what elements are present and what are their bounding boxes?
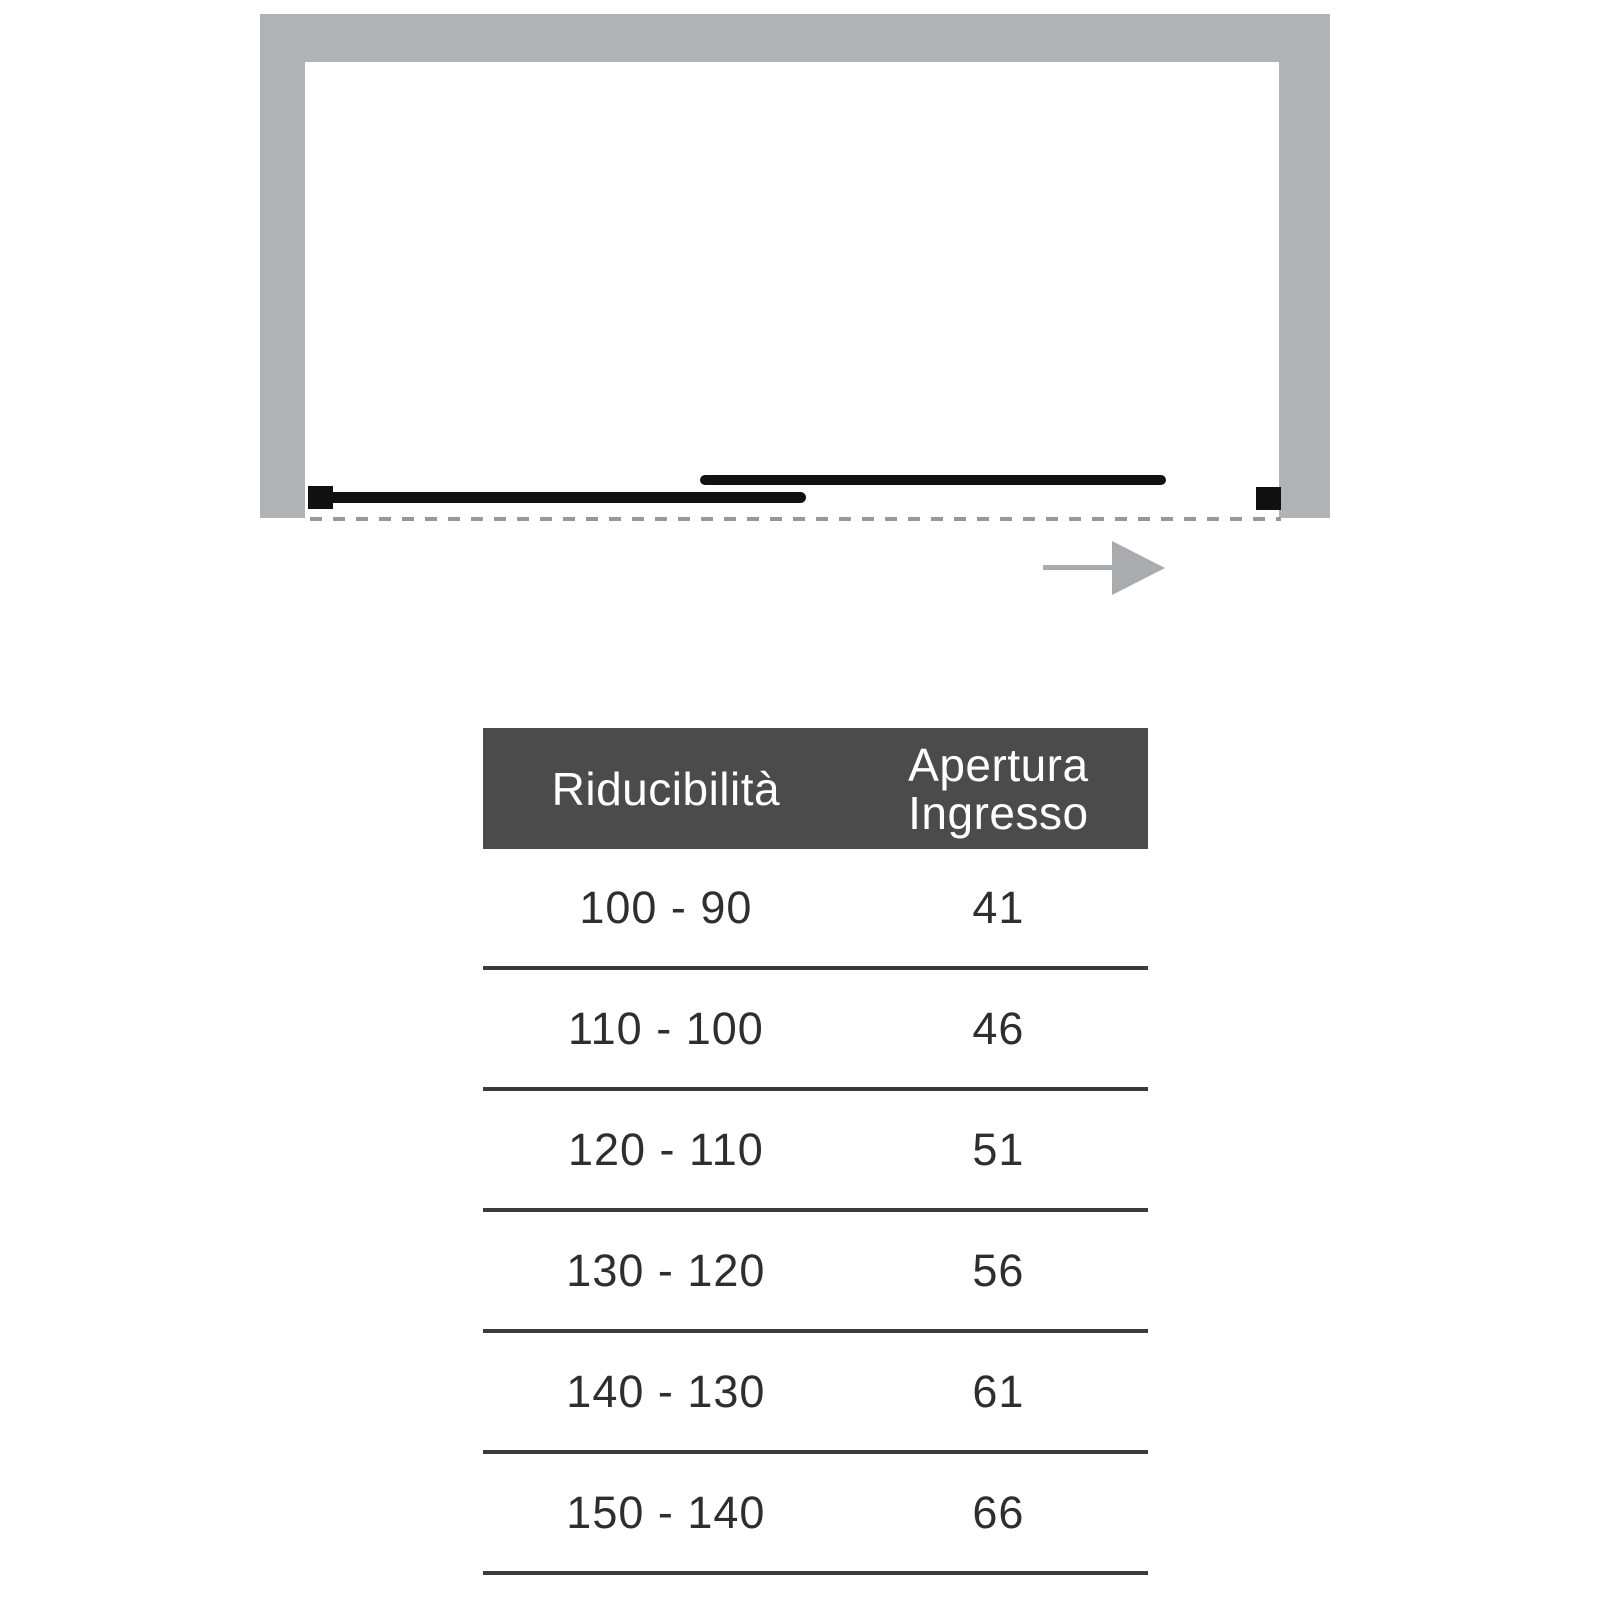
- right-arrow-icon-shaft: [1043, 565, 1121, 570]
- wall-profile-left: [308, 486, 333, 509]
- header-ingresso-line: Ingresso: [908, 786, 1089, 839]
- table-row: [483, 1333, 1148, 1454]
- riducibilita-value: 130 - 120: [566, 1244, 766, 1296]
- apertura-value: 66: [972, 1486, 1025, 1538]
- wall-profile-right: [1256, 487, 1281, 510]
- shower-enclosure-diagram: [0, 0, 1600, 640]
- riducibilita-value: 100 - 90: [579, 881, 753, 933]
- table-header-row: [483, 728, 1148, 849]
- table-row: [483, 1091, 1148, 1212]
- door-travel-dashed-line: [310, 517, 1281, 521]
- riducibilita-value: 110 - 100: [567, 1002, 764, 1054]
- wall-top: [260, 14, 1330, 62]
- wall-right: [1279, 14, 1330, 518]
- fixed-glass-panel: [326, 492, 806, 503]
- header-apertura-ingresso: [849, 738, 1148, 839]
- riducibilita-value: 150 - 140: [566, 1486, 766, 1538]
- riducibilita-value: 140 - 130: [566, 1365, 766, 1417]
- apertura-value: 56: [972, 1244, 1025, 1296]
- table-row: [483, 970, 1148, 1091]
- apertura-value: 51: [972, 1123, 1025, 1175]
- header-apertura-line: Apertura: [908, 738, 1089, 791]
- apertura-value: 46: [972, 1002, 1025, 1054]
- right-arrow-icon: [1112, 541, 1165, 595]
- apertura-value: 61: [972, 1365, 1025, 1417]
- table-row: [483, 849, 1148, 970]
- header-riducibilita: Riducibilità: [551, 762, 781, 815]
- sliding-glass-panel: [700, 475, 1166, 485]
- apertura-value: 41: [972, 881, 1025, 933]
- riducibilita-value: 120 - 110: [567, 1123, 764, 1175]
- table-row: [483, 1212, 1148, 1333]
- wall-left: [260, 14, 305, 518]
- table-row: [483, 1454, 1148, 1575]
